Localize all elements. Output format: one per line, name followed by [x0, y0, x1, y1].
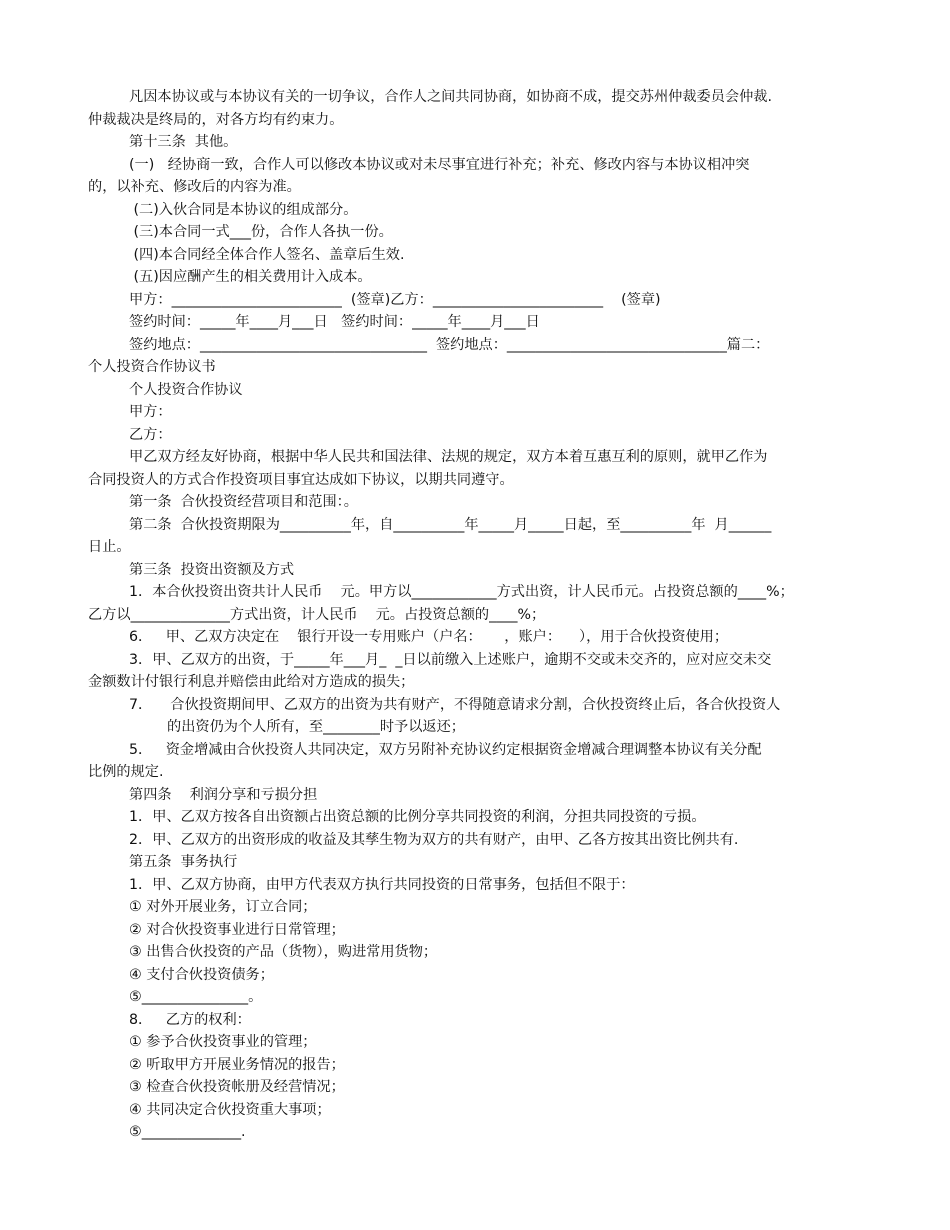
- text-line: (三)本合同一式___份，合作人各执一份。: [129, 224, 393, 240]
- text-line: 第二条 合伙投资期限为__________年，自__________年_____月_____日起，至__________年 月______: [129, 516, 772, 533]
- text-line: (一) 经协商一致，合作人可以修改本协议或对未尽事宜进行补充；补充、修改内容与本协议相冲突: [129, 156, 750, 173]
- text-line: ④ 支付合伙投资债务；: [129, 966, 274, 983]
- text-line: ⑤______________.: [129, 1124, 246, 1140]
- text-line: 比例的规定.: [88, 764, 164, 780]
- text-line: ① 对外开展业务，订立合同；: [129, 899, 317, 915]
- text-line: 甲乙双方经友好协商，根据中华人民共和国法律、法规的规定，双方本着互惠互利的原则，就甲乙作为: [129, 449, 768, 465]
- text-line: (四)本合同经全体合作人签名、盖章后生效.: [129, 246, 405, 263]
- text-line: 甲方：: [129, 404, 172, 420]
- text-line: 签约时间：_____年____月___日 签约时间：_____年____月___日: [129, 314, 540, 330]
- text-line: ① 参予合伙投资事业的管理；: [129, 1034, 317, 1050]
- text-line: 日止。: [88, 539, 131, 555]
- text-line: ② 对合伙投资事业进行日常管理；: [129, 921, 345, 938]
- text-line: ③ 检查合伙投资帐册及经营情况；: [129, 1079, 345, 1095]
- text-line: 金额数计付银行利息并赔偿由此给对方造成的损失；: [88, 674, 415, 690]
- text-line: ③ 出售合伙投资的产品（货物），购进常用货物；: [129, 944, 438, 960]
- text-line: 1．甲、乙双方协商，由甲方代表双方执行共同投资的日常事务，包括但不限于：: [129, 876, 635, 893]
- text-line: 第五条 事务执行: [129, 854, 238, 870]
- text-line: ② 听取甲方开展业务情况的报告；: [129, 1056, 345, 1073]
- text-line: 5． 资金增减由合伙投资人共同决定，双方另附补充协议约定根据资金增减合理调整本协议有关分配: [129, 741, 762, 758]
- text-line: ⑤_______________。: [129, 989, 263, 1005]
- text-line: 签约地点：________________________________ 签约地点：_______________________________篇二：: [129, 336, 770, 353]
- text-line: 2．甲、乙双方的出资形成的收益及其孳生物为双方的共有财产，由甲、乙各方按其出资比例共有.: [129, 831, 739, 848]
- text-line: 乙方：: [129, 426, 172, 443]
- text-line: 7． 合伙投资期间甲、乙双方的出资为共有财产，不得随意请求分割，合伙投资终止后，各合伙投资人: [129, 696, 781, 713]
- text-line: 的，以补充、修改后的内容为准。: [88, 179, 301, 195]
- text-line: 甲方：________________________ (签章)乙方：________________________ (签章): [129, 291, 661, 308]
- text-line: 6． 甲、乙双方决定在 银行开设一专用账户（户名： ，账户： ），用于合伙投资使用；: [129, 629, 729, 645]
- text-line: (二)入伙合同是本协议的组成部分。: [129, 201, 358, 218]
- text-line: 3．甲、乙双方的出资，于_____年___月_ _日以前缴入上述账户，逾期不交或未交齐的，应对应交未交: [129, 651, 772, 668]
- text-line: 第十三条 其他。: [129, 134, 238, 150]
- text-line: 第一条 合伙投资经营项目和范围：。: [129, 494, 358, 510]
- text-line: 1．甲、乙双方按各自出资额占出资总额的比例分享共同投资的利润，分担共同投资的亏损。: [129, 809, 706, 825]
- text-line: 合同投资人的方式合作投资项目事宜达成如下协议，以期共同遵守。: [88, 471, 514, 488]
- text-line: ④ 共同决定合伙投资重大事项；: [129, 1101, 331, 1118]
- text-line: 乙方以______________方式出资，计人民币 元。占投资总额的____%；: [88, 606, 546, 623]
- text-line: (五)因应酬产生的相关费用计入成本。: [129, 269, 372, 285]
- text-line: 第四条 利润分享和亏损分担: [129, 786, 318, 803]
- text-line: 8． 乙方的权利：: [129, 1011, 251, 1028]
- text-line: 凡因本协议或与本协议有关的一切争议，合作人之间共同协商，如协商不成，提交苏州仲裁委员会仲裁.: [129, 89, 772, 105]
- text-line: 个人投资合作协议: [129, 381, 243, 398]
- text-line: 个人投资合作协议书: [88, 359, 216, 375]
- text-line: 的出资仍为个人所有，至________时予以返还；: [167, 719, 465, 735]
- text-line: 1．本合伙投资出资共计人民币 元。甲方以____________方式出资，计人民币元。占投资总额的____%；: [129, 584, 794, 600]
- text-line: 第三条 投资出资额及方式: [129, 561, 295, 578]
- text-line: 仲裁裁决是终局的，对各方均有约束力。: [88, 111, 344, 128]
